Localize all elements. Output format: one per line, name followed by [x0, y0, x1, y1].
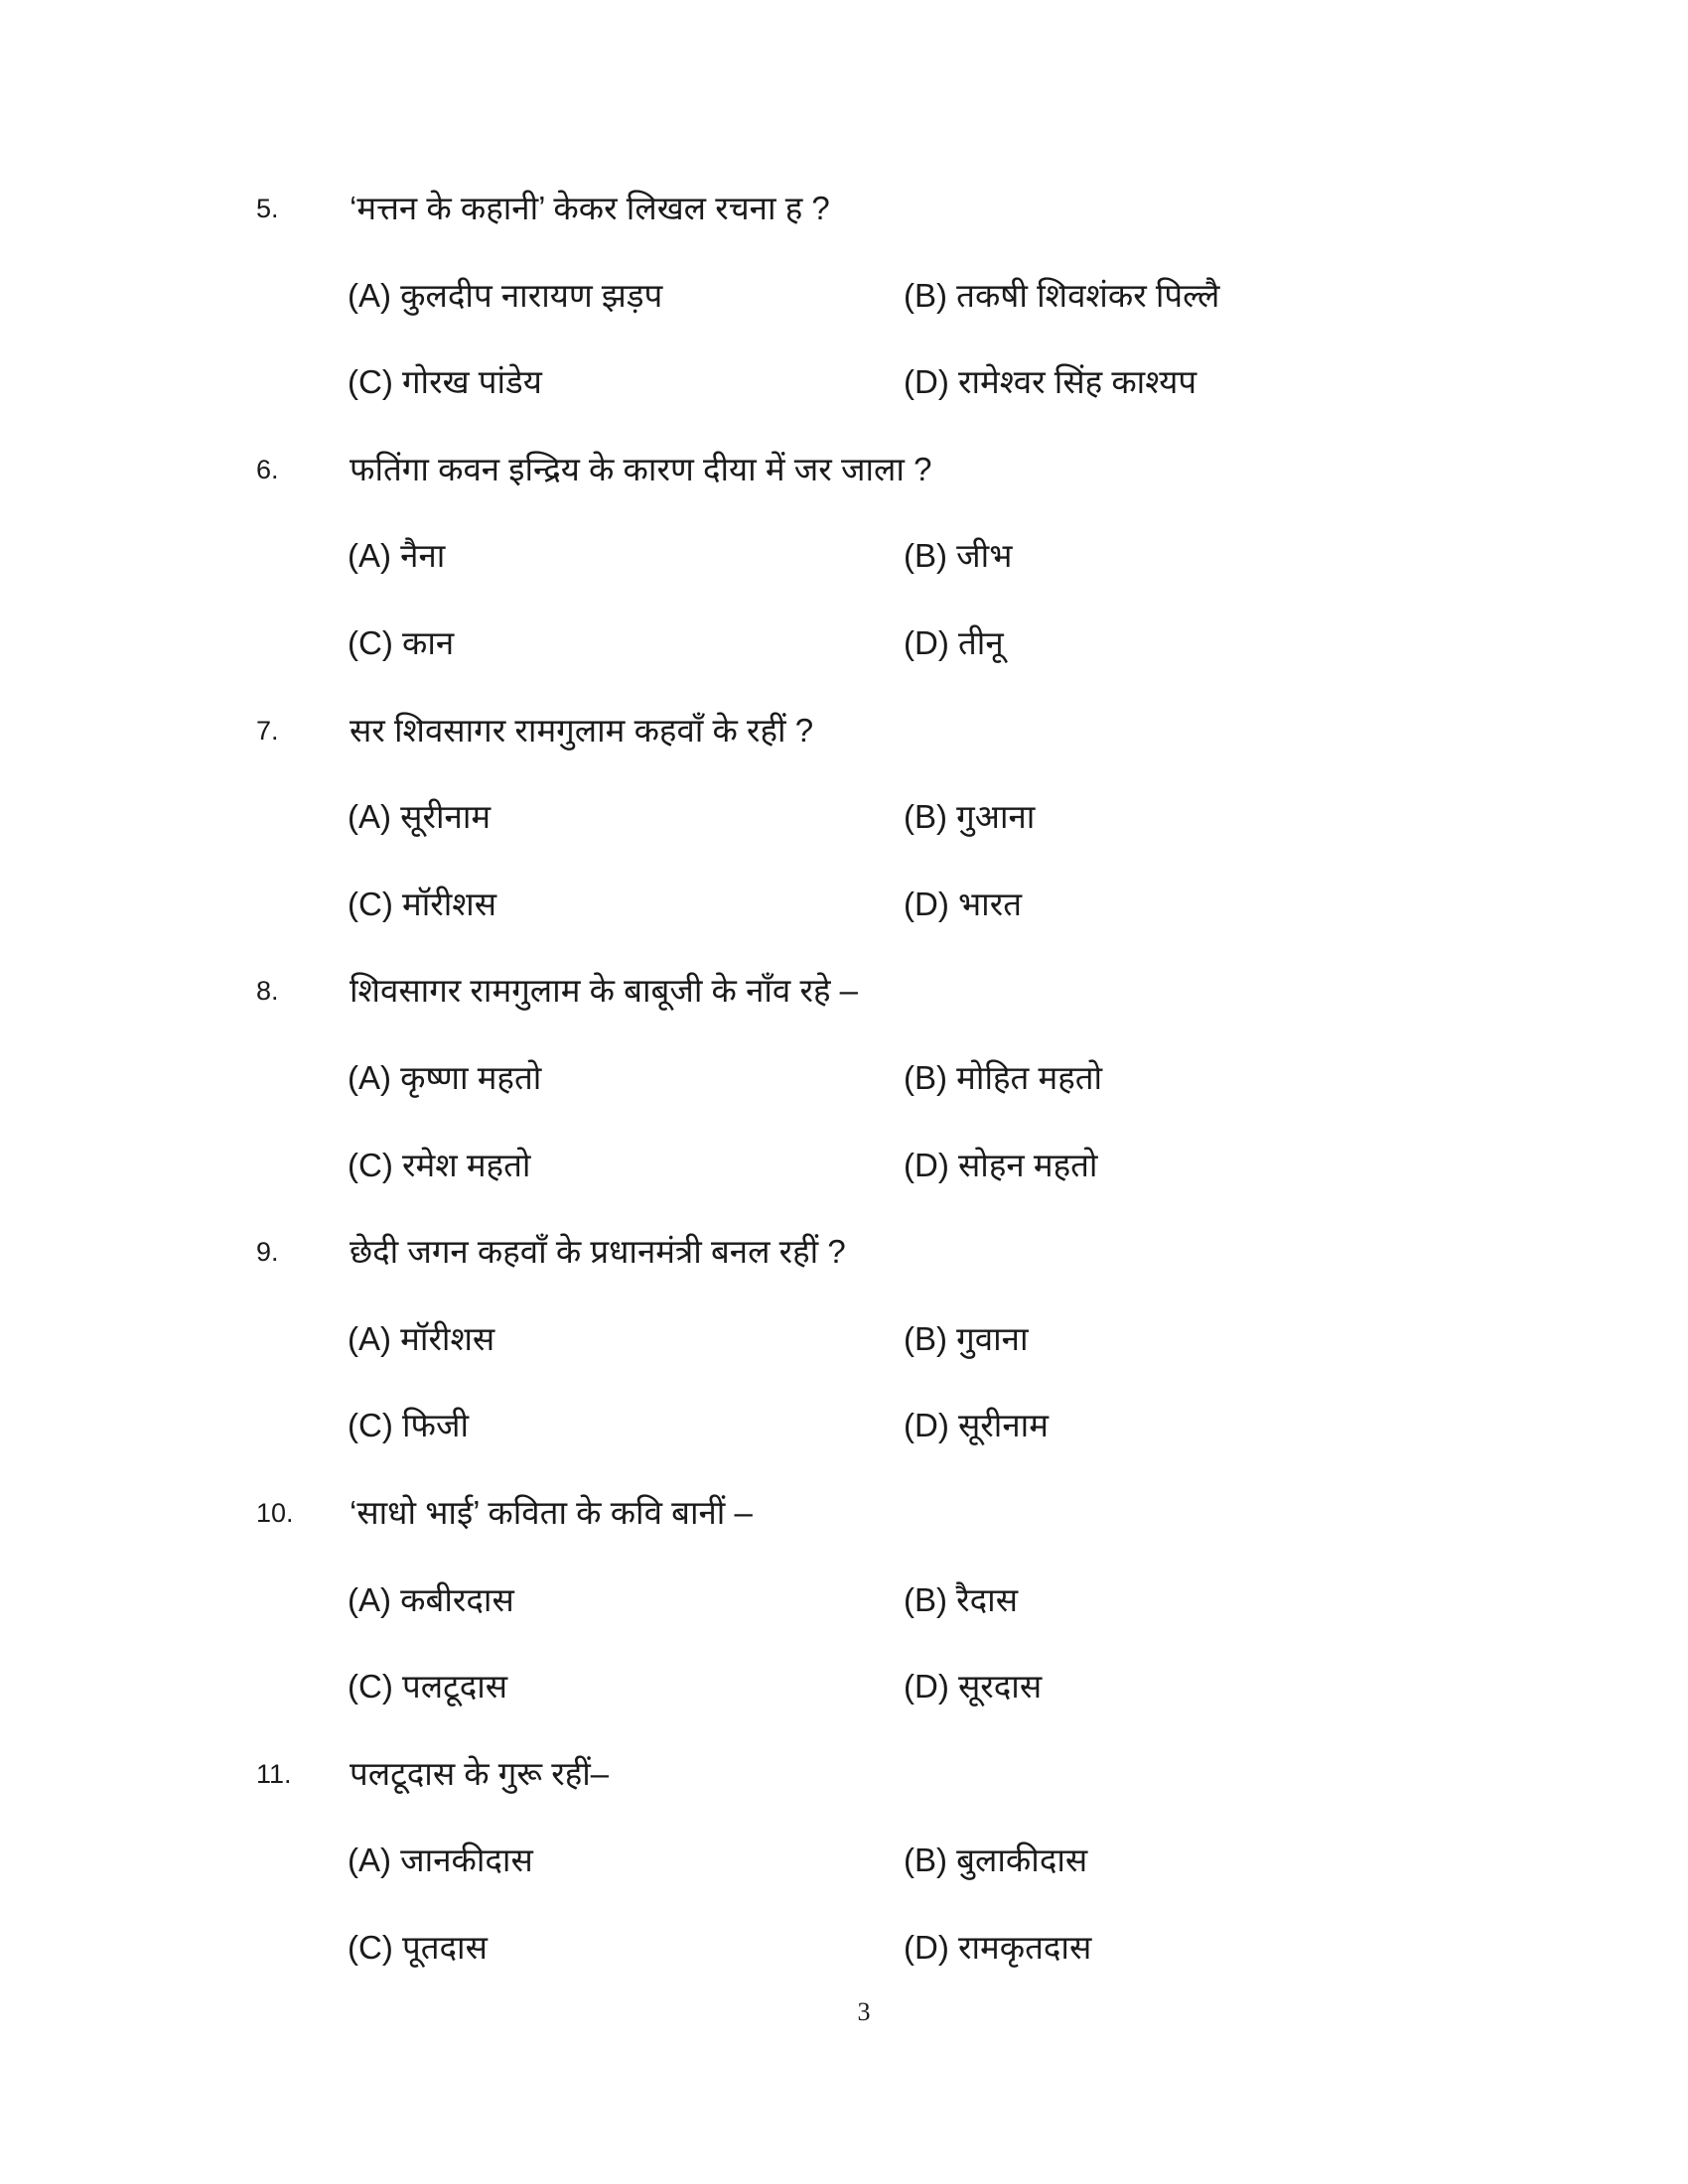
question-number: 8.	[256, 976, 279, 1007]
option-b: (B) तकषी शिवशंकर पिल्लै	[904, 276, 1220, 314]
option-b: (B) मोहित महतो	[904, 1059, 1103, 1096]
option-c: (C) कान	[348, 624, 455, 661]
option-d: (D) सोहन महतो	[904, 1146, 1098, 1183]
question-text: ‘मत्तन के कहानी’ केकर लिखल रचना ह ?	[350, 190, 830, 226]
option-d: (D) सूरीनाम	[904, 1407, 1049, 1444]
option-a: (A) कृष्णा महतो	[348, 1059, 542, 1096]
option-b: (B) गुवाना	[904, 1319, 1029, 1357]
option-a: (A) जानकीदास	[348, 1842, 533, 1879]
option-c: (C) गोरख पांडेय	[348, 363, 542, 401]
page-number: 3	[857, 1997, 871, 2026]
option-d: (D) रामकृतदास	[904, 1929, 1092, 1966]
question-number: 5.	[256, 194, 279, 223]
question-text: शिवसागर रामगुलाम के बाबूजी के नाँव रहे –	[350, 972, 858, 1010]
option-b: (B) बुलाकीदास	[904, 1842, 1088, 1879]
question-text: पलटूदास के गुरू रहीं–	[350, 1754, 610, 1792]
option-b: (B) रैदास	[904, 1580, 1019, 1618]
question-text: सर शिवसागर रामगुलाम कहवाँ के रहीं ?	[350, 711, 814, 749]
option-c: (C) पूतदास	[348, 1929, 488, 1966]
question-number: 9.	[256, 1237, 279, 1268]
option-d: (D) तीनू	[904, 624, 1004, 661]
option-c: (C) रमेश महतो	[348, 1146, 531, 1183]
option-d: (D) सूरदास	[904, 1668, 1043, 1706]
question-number: 7.	[256, 715, 279, 746]
option-a: (A) कुलदीप नारायण झड़प	[348, 276, 663, 314]
option-c: (C) पलटूदास	[348, 1668, 508, 1706]
option-a: (A) कबीरदास	[348, 1580, 514, 1618]
option-d: (D) रामेश्वर सिंह काश्यप	[904, 363, 1197, 401]
option-a: (A) सूरीनाम	[348, 798, 492, 836]
option-b: (B) जीभ	[904, 537, 1013, 575]
question-text: ‘साधो भाई’ कविता के कवि बानीं –	[350, 1494, 753, 1531]
option-c: (C) फिजी	[348, 1407, 470, 1444]
question-text: फतिंगा कवन इन्द्रिय के कारण दीया में जर जाला ?	[350, 450, 932, 487]
question-number: 10.	[256, 1498, 294, 1528]
question-text: छेदी जगन कहवाँ के प्रधानमंत्री बनल रहीं ?	[350, 1233, 846, 1271]
option-c: (C) मॉरीशस	[348, 885, 497, 922]
question-number: 6.	[256, 454, 279, 484]
option-a: (A) नैना	[348, 537, 446, 575]
question-number: 11.	[256, 1758, 292, 1789]
option-d: (D) भारत	[904, 885, 1023, 922]
option-b: (B) गुआना	[904, 798, 1036, 836]
option-a: (A) मॉरीशस	[348, 1319, 495, 1357]
